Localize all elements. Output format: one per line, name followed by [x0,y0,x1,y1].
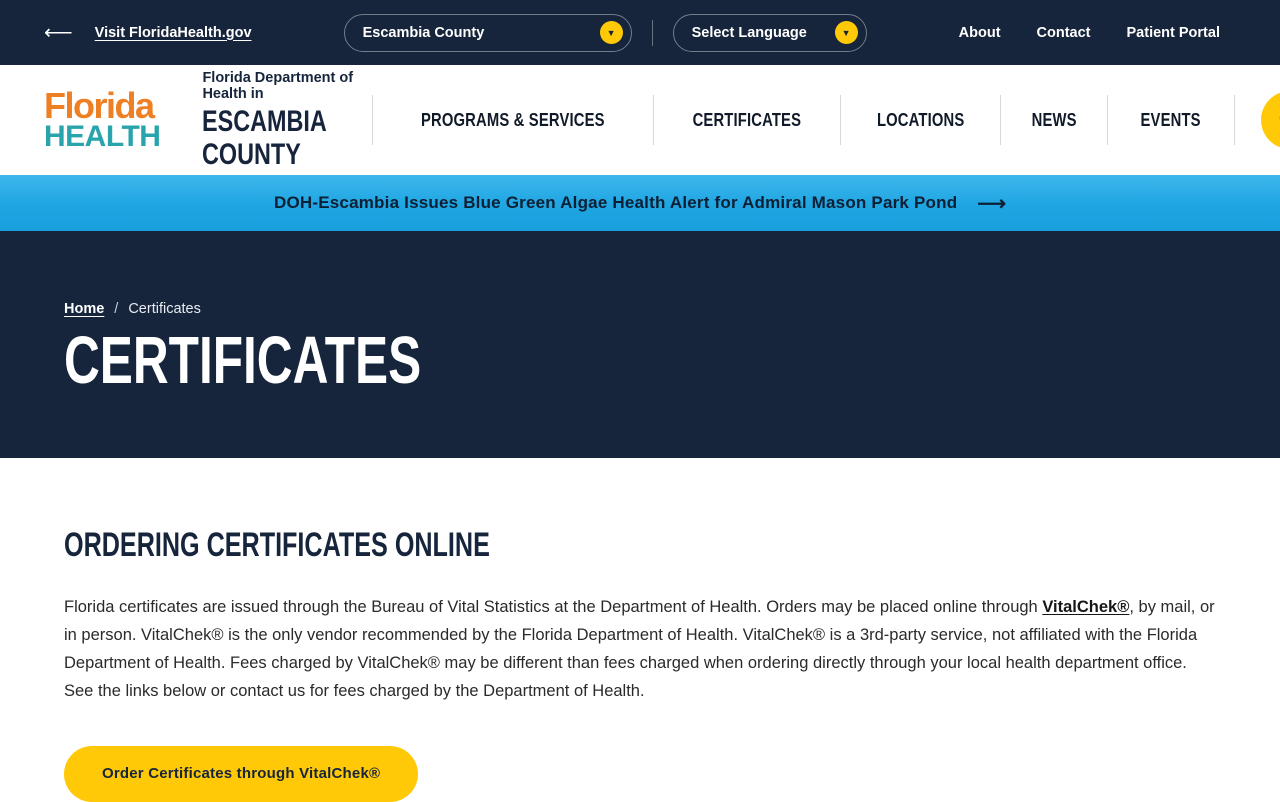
language-selector-dropdown[interactable] [673,14,867,52]
chevron-down-icon[interactable]: ▼ [835,21,858,44]
topbar-divider [652,20,653,46]
chevron-down-icon[interactable]: ▼ [600,21,623,44]
alert-text: DOH-Escambia Issues Blue Green Algae Health Alert for Admiral Mason Park Pond [274,193,958,212]
nav-certificates[interactable]: CERTIFICATES [653,95,840,145]
nav-news[interactable]: NEWS [1000,95,1107,145]
department-title-block [202,70,372,171]
breadcrumb [64,301,1216,317]
breadcrumb-home-link[interactable]: Home [64,301,105,317]
nav-events[interactable]: EVENTS [1107,95,1233,145]
nav-programs-services[interactable]: PROGRAMS & SERVICES [372,95,653,145]
order-certificates-button[interactable]: Order Certificates through VitalChek® [64,746,418,802]
section-title: ORDERING CERTIFICATES ONLINE [64,526,490,564]
right-arrow-icon: ⟶ [977,192,1006,215]
paragraph-text-1: Florida certificates are issued through the Bureau of Vital Statistics at the Department of Health. Orders may be placed online through [64,598,1043,616]
logo-florida-text: Florida [44,85,154,127]
contact-link[interactable]: Contact [1036,24,1091,41]
top-utility-bar [0,0,1280,65]
county-selector-dropdown[interactable] [344,14,632,52]
language-selector-value: Select Language [691,24,807,41]
left-arrow-icon: ⟵ [44,21,73,44]
topbar-links [959,25,1220,41]
visit-floridahealth-link[interactable]: Visit FloridaHealth.gov [94,24,252,41]
page-title: CERTIFICATES [64,323,422,398]
breadcrumb-current: Certificates [128,301,201,317]
paragraph-text-2: , by mail, or in person. VitalChek® is the only vendor recommended by the Florida Department of Health. VitalChek® is a 3rd-party service, not affiliated with the Florida Department of Health. Fees charged by VitalChek® may be different than fees charged when ordering directly through your local health department office. See the links below or contact us for fees charged by the Department of Health. [64,598,1215,700]
main-content [0,458,1280,802]
florida-health-logo[interactable] [44,85,161,153]
patient-portal-link[interactable]: Patient Portal [1126,24,1220,41]
primary-nav [372,91,1280,149]
topbar-selectors [344,14,867,52]
logo-health-text: HEALTH [44,119,161,153]
department-prefix: Florida Department of Health in [202,69,354,102]
health-alert-banner[interactable] [0,175,1280,231]
site-header [0,65,1280,175]
nav-divider [1234,95,1235,145]
search-button[interactable] [1261,91,1280,149]
page-hero [0,231,1280,458]
about-link[interactable]: About [958,24,1001,41]
breadcrumb-separator: / [114,301,119,317]
visit-floridahealth [44,23,252,43]
intro-paragraph [64,594,1216,706]
county-title: ESCAMBIA COUNTY [202,104,327,171]
county-selector-value: Escambia County [362,24,485,41]
nav-locations[interactable]: LOCATIONS [840,95,1000,145]
vitalchek-link[interactable]: VitalChek® [1042,598,1130,616]
